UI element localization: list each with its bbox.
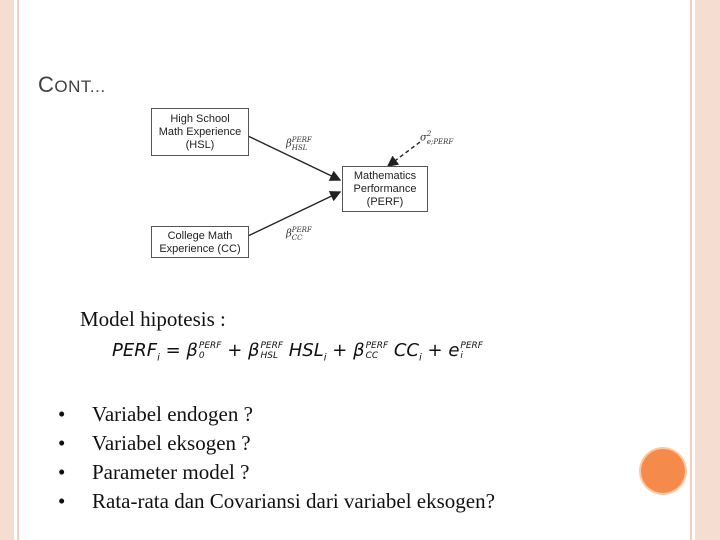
node-hsl: High School Math Experience (HSL) bbox=[151, 108, 249, 156]
error-variance-label: σ 2 e;PERF bbox=[420, 130, 454, 146]
hypothesis-label: Model hipotesis : bbox=[80, 307, 226, 331]
question-list bbox=[58, 400, 495, 516]
path-diagram bbox=[140, 98, 470, 268]
arrow-error-to-perf bbox=[388, 142, 420, 166]
node-perf: Mathematics Performance (PERF) bbox=[342, 166, 428, 212]
model-equation: $PERF_i = \beta$ PERF 0 + β PERF HSL $HSL_i + \beta$ PERF CC $CC_i + e$ PERF i bbox=[112, 340, 483, 364]
list-item: • Rata-rata dan Covariansi dari variabel eksogen? bbox=[58, 489, 495, 513]
node-cc: College Math Experience (CC) bbox=[151, 226, 249, 258]
beta-hsl-label: β PERF HSL bbox=[286, 136, 312, 152]
accent-circle bbox=[641, 449, 685, 493]
list-item: • Variabel endogen ? bbox=[58, 402, 253, 426]
list-item: • Variabel eksogen ? bbox=[58, 431, 251, 455]
left-frame-band bbox=[0, 0, 14, 540]
right-frame-band bbox=[695, 0, 720, 540]
left-frame-line bbox=[17, 0, 19, 540]
slide-title: CONT... bbox=[38, 72, 106, 97]
beta-cc-label: β PERF CC bbox=[286, 226, 312, 242]
list-item: • Parameter model ? bbox=[58, 460, 250, 484]
